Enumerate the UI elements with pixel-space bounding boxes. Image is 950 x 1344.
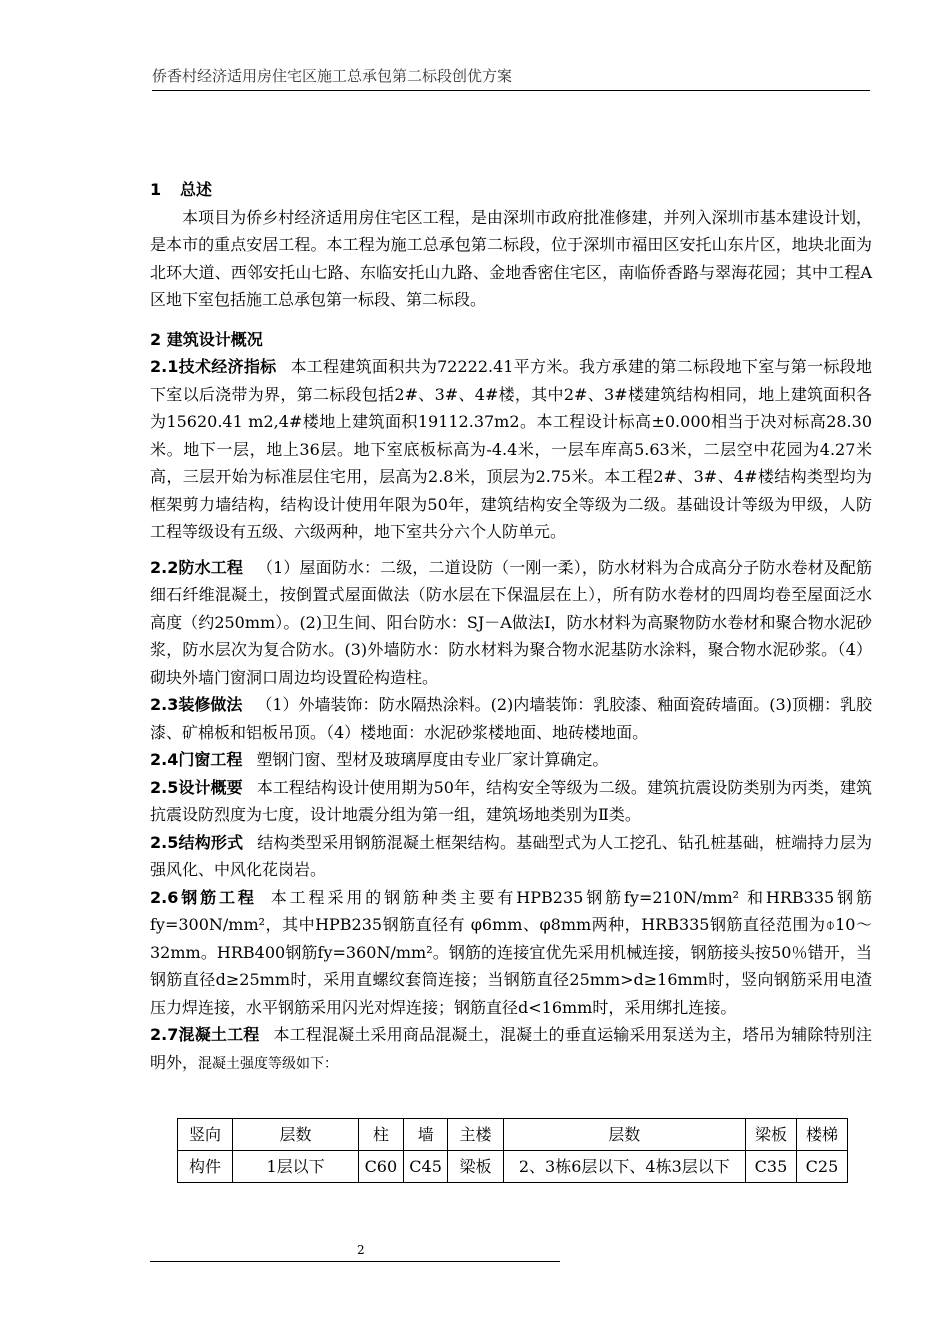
subsection-lead: 2.4门窗工程 [150,750,243,769]
subsection-text: 本工程结构设计使用期为50年，结构安全等级为二级。建筑抗震设防类别为丙类，建筑抗震设防烈度为七度，设计地震分组为第一组，建筑场地类别为Ⅱ类。 [150,777,872,824]
table-cell: 层数 [503,1119,745,1151]
table-cell: 构件 [178,1151,233,1183]
concrete-grade-table [177,1118,848,1183]
document-body [150,176,872,1078]
table-row [178,1151,848,1183]
subsection-text: 本工程采用的钢筋种类主要有HPB235钢筋fy=210N/mm² 和HRB335钢筋fy=300N/mm²，其中HPB235钢筋直径有 φ6mm、φ8mm两种，HRB335钢筋直径范围为⌽10～32mm。HRB400钢筋fy=360N/mm²。钢筋的连接宜优先采用机械连接，钢筋接头按50％错开，当钢筋直径d≥25mm时，采用直螺纹套筒连接；当钢筋直径25mm>d≥16mm时，竖向钢筋采用电渣压力焊连接，水平钢筋采用闪光对焊连接；钢筋直径d<16mm时，采用绑扎连接。 [150,887,872,1017]
table-cell: 主楼 [448,1119,503,1151]
subsection-lead: 2.5结构形式 [150,832,244,852]
table-cell: 墙 [403,1119,448,1151]
subsection-lead: 2.7混凝土工程 [150,1025,260,1044]
section-1-paragraph: 本项目为侨乡村经济适用房住宅区工程，是由深圳市政府批准修建，并列入深圳市基本建设计划，是本市的重点安居工程。本工程为施工总承包第二标段，位于深圳市福田区安托山东片区，地块北面为北环大道、西邻安托山七路、东临安托山九路、金地香密住宅区，南临侨香路与翠海花园；其中工程A区地下室包括施工总承包第一标段、第二标段。 [150,207,872,309]
subsection-text: （1）外墙装饰：防水隔热涂料。(2)内墙装饰：乳胶漆、釉面瓷砖墙面。(3)顶棚：乳胶漆、矿棉板和铝板吊顶。（4）楼地面：水泥砂浆楼地面、地砖楼地面。 [150,695,872,742]
section-1-title [150,176,872,204]
subsection-text: 本工程建筑面积共为72222.41平方米。我方承建的第二标段地下室与第一标段地下室以后浇带为界，第二标段包括2#、3#、4#楼，其中2#、3#楼建筑结构相同，地上建筑面积各为15620.41 m2,4#楼地上建筑面积19112.37m2。本工程设计标高±0.000相当于决对标高28.30米。地下一层，地上36层。地下室底板标高为-4.4米，一层车库高5.63米，二层空中花园为4.27米高，三层开始为标准层住宅用，层高为2.8米，顶层为2.75米。本工程2#、3#、4#楼结构类型均为框架剪力墙结构，结构设计使用年限为50年，建筑结构安全等级为二级。基础设计等级为甲级，人防工程等级设有五级、六级两种，地下室共分六个人防单元。 [150,357,872,541]
section-title-text: 建筑设计概况 [166,329,263,349]
subsection-lead: 2.3装修做法 [150,695,243,714]
table-cell: 楼梯 [796,1119,847,1151]
subsection-text: （1）屋面防水：二级，二道设防（一刚一柔），防水材料为合成高分子防水卷材及配筋细石纤维混凝土，按倒置式屋面做法（防水层在下保温层在上），所有防水卷材的四周均卷至屋面泛水高度（约250mm）。(2)卫生间、阳台防水：SJ－A做法Ⅰ，防水材料为高聚物防水卷材和聚合物水泥砂浆，防水层次为复合防水。(3)外墙防水：防水材料为聚合物水泥基防水涂料，聚合物水泥砂浆。（4）砌块外墙门窗洞口周边均设置砼构造柱。 [150,557,872,687]
table-row [178,1119,848,1151]
table-cell: C25 [796,1151,847,1183]
table-cell: C60 [359,1151,404,1183]
table-cell: 梁板 [746,1119,797,1151]
subsection-2-6 [150,884,872,1022]
subsection-lead: 2.2防水工程 [150,557,243,577]
table-cell: 层数 [233,1119,359,1151]
section-title-text: 总述 [180,180,213,199]
subsection-lead: 2.1技术经济指标 [150,357,277,376]
section-number: 2 [150,329,162,349]
subsection-text: 本工程混凝土采用商品混凝土，混凝土的垂直运输采用泵送为主，塔吊为辅除特别注明外， [150,1025,872,1072]
table-caption: 混凝土强度等级如下： [198,1055,339,1072]
table-cell: 2、3栋6层以下、4栋3层以下 [503,1151,745,1183]
page-number: 2 [357,1243,365,1257]
subsection-2-4 [150,746,872,774]
subsection-2-5a [150,774,872,829]
section-2-title [150,326,872,354]
section-number: 1 [150,180,162,199]
subsection-2-3 [150,691,872,746]
subsection-text: 塑钢门窗、型材及玻璃厚度由专业厂家计算确定。 [256,750,609,769]
table-cell: 梁板 [448,1151,503,1183]
table-cell: C35 [746,1151,797,1183]
page-header [152,64,870,91]
subsection-2-7 [150,1021,872,1078]
table-cell: 柱 [359,1119,404,1151]
subsection-lead: 2.6钢筋工程 [150,887,257,907]
header-title: 侨香村经济适用房住宅区施工总承包第二标段创优方案 [152,67,513,85]
table-cell: 1层以下 [233,1151,359,1183]
table-cell: 竖向 [178,1119,233,1151]
subsection-2-2 [150,554,872,692]
page-footer [150,1243,560,1262]
table-cell: C45 [403,1151,448,1183]
subsection-text: 结构类型采用钢筋混凝土框架结构。基础型式为人工挖孔、钻孔桩基础，桩端持力层为强风化、中风化花岗岩。 [150,832,872,879]
subsection-lead: 2.5设计概要 [150,777,243,797]
subsection-2-1 [150,353,872,546]
subsection-2-5b [150,829,872,884]
